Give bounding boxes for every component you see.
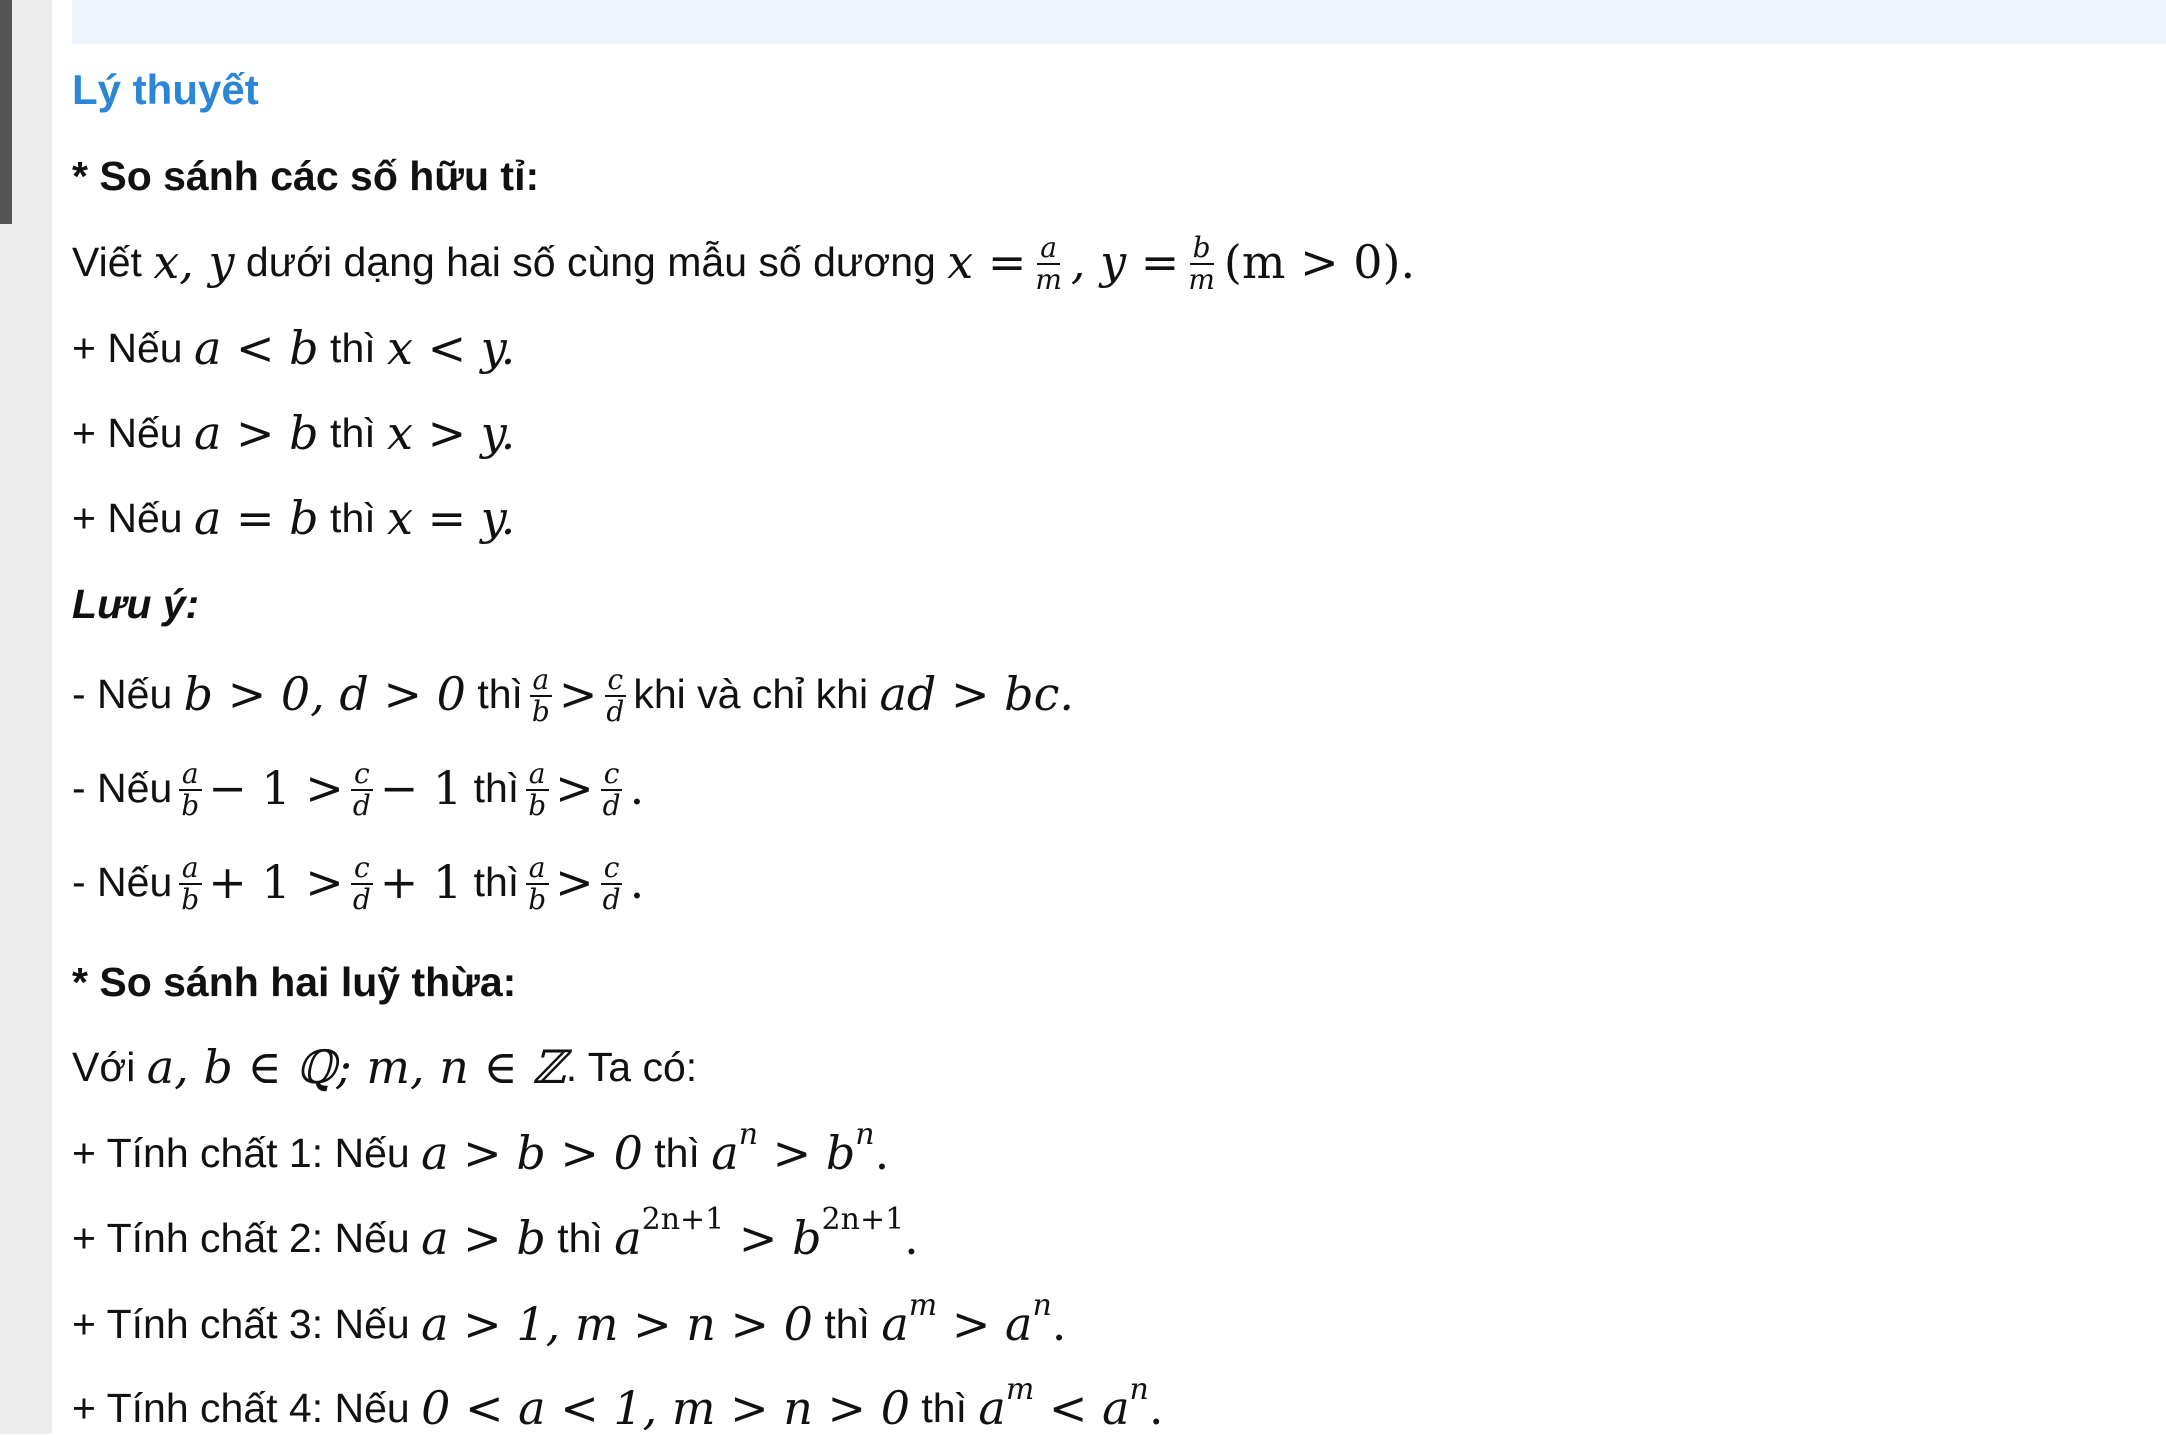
property-1: + Tính chất 1: Nếu a > b > 0 thì a n > b n . bbox=[72, 1117, 890, 1180]
rule-less-than: + Nếu a < b thì x < y. bbox=[72, 321, 516, 375]
fraction-c-d: $\frac{c}{d}$ bbox=[606, 663, 625, 728]
scrollbar-track[interactable] bbox=[0, 0, 52, 1434]
rule-greater-than: + Nếu a > b thì x > y. bbox=[72, 406, 516, 460]
note-subtract-one: - Nếu $\frac{a}{b}$ − 1 > $\frac{c}{d}$ − 1 thì $\frac{a}{b}$ > $\frac{c}{d}$ . bbox=[72, 757, 645, 822]
note-title: Lưu ý: bbox=[72, 581, 200, 627]
rule-equal: + Nếu a = b thì x = y. bbox=[72, 491, 516, 545]
section-heading: Lý thuyết bbox=[72, 66, 259, 113]
fraction-a-b: $\frac{a}{b}$ bbox=[529, 665, 553, 727]
note-cross-multiply: - Nếu b > 0, d > 0 thì $\frac{a}{b}$ > $\frac{c}{d}$ khi và chỉ khi ad > bc. bbox=[72, 663, 1074, 728]
fraction-b-m: $\frac{b}{m}$ bbox=[1188, 231, 1215, 296]
note-add-one: - Nếu $\frac{a}{b}$ + 1 > $\frac{c}{d}$ + 1 thì $\frac{a}{b}$ > $\frac{c}{d}$ . bbox=[72, 851, 645, 916]
rule-common-denominator: Viết x, y dưới dạng hai số cùng mẫu số dương x = $\frac{a}{m}$ , y = $\frac{b}{m}$ (m > 0). bbox=[72, 231, 1416, 296]
property-2: + Tính chất 2: Nếu a > b thì a 2n+1 > b 2n+1 . bbox=[72, 1202, 919, 1265]
line-domain-sets: Với a, b ∈ ℚ; m, n ∈ ℤ . Ta có: bbox=[72, 1040, 698, 1094]
scrollbar-thumb[interactable] bbox=[0, 0, 12, 224]
section-title-rational-compare: * So sánh các số hữu tỉ: bbox=[72, 153, 540, 199]
section-title-power-compare: * So sánh hai luỹ thừa: bbox=[72, 959, 517, 1005]
property-3: + Tính chất 3: Nếu a > 1, m > n > 0 thì a m > a n . bbox=[72, 1288, 1067, 1351]
property-4: + Tính chất 4: Nếu 0 < a < 1, m > n > 0 thì a m < a n . bbox=[72, 1372, 1164, 1435]
fraction-a-m: $\frac{a}{m}$ bbox=[1035, 231, 1062, 296]
top-banner bbox=[72, 0, 2166, 44]
